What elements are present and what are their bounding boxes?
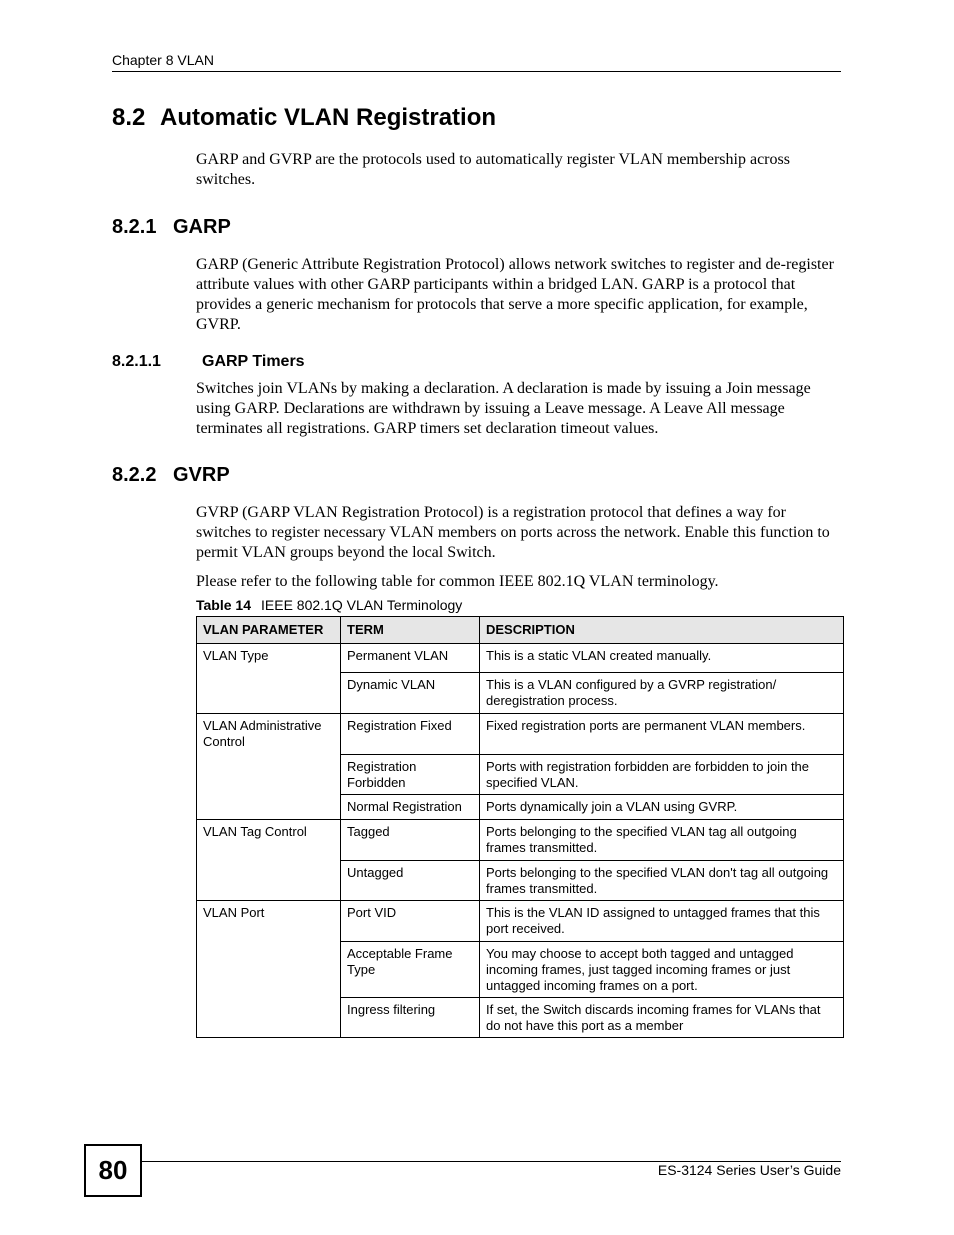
- parameter-cell: VLAN Administrative Control: [197, 714, 341, 820]
- term-cell: Dynamic VLAN: [341, 673, 480, 714]
- paragraph-8-2: GARP and GVRP are the protocols used to automatically register VLAN membership across switches.: [196, 151, 790, 188]
- table-row: [197, 820, 844, 861]
- term-cell: Normal Registration: [341, 795, 480, 820]
- parameter-cell: VLAN Port: [197, 901, 341, 1038]
- term-cell: Tagged: [341, 820, 480, 861]
- section-heading-8-2-1: [112, 216, 231, 239]
- table-caption-text: IEEE 802.1Q VLAN Terminology: [261, 597, 463, 613]
- term-cell: Registration Forbidden: [341, 755, 480, 795]
- section-number: 8.2.1: [112, 216, 157, 238]
- table-caption: [196, 597, 462, 613]
- section-title: GARP Timers: [202, 353, 305, 370]
- description-cell: This is the VLAN ID assigned to untagged frames that this port received.: [480, 901, 844, 942]
- description-cell: If set, the Switch discards incoming frames for VLANs that do not have this port as a member: [480, 998, 844, 1038]
- table-row: [197, 644, 844, 673]
- section-number: 8.2.1.1: [112, 353, 161, 370]
- term-cell: Ingress filtering: [341, 998, 480, 1038]
- description-cell: You may choose to accept both tagged and untagged incoming frames, just tagged incoming frames or just untagged incoming frames on a port.: [480, 942, 844, 998]
- term-cell: Port VID: [341, 901, 480, 942]
- header-term: TERM: [341, 617, 480, 644]
- paragraph-8-2-1: GARP (Generic Attribute Registration Protocol) allows network switches to register and de-register attribute values with other GARP participants within a bridged LAN. GARP is a protocol that provides a generic mechanism for protocols that serve a more specific application, for example, GVRP.: [196, 256, 834, 333]
- header-description: DESCRIPTION: [480, 617, 844, 644]
- vlan-terminology-table: [196, 616, 844, 1038]
- section-number: 8.2: [112, 104, 146, 131]
- parameter-cell: VLAN Type: [197, 644, 341, 714]
- description-cell: This is a VLAN configured by a GVRP registration/ deregistration process.: [480, 673, 844, 714]
- paragraph-8-2-1-1: Switches join VLANs by making a declaration. A declaration is made by issuing a Join message using GARP. Declarations are withdrawn by issuing a Leave message. A Leave All message terminates all registrations. GARP timers set declaration timeout values.: [196, 380, 811, 437]
- section-title: Automatic VLAN Registration: [160, 104, 497, 131]
- header-rule: [112, 71, 841, 72]
- section-title: GVRP: [173, 464, 230, 486]
- header-vlan-parameter: VLAN PARAMETER: [197, 617, 341, 644]
- section-title: GARP: [173, 216, 231, 238]
- description-cell: Ports belonging to the specified VLAN don't tag all outgoing frames transmitted.: [480, 861, 844, 901]
- term-cell: Untagged: [341, 861, 480, 901]
- table-row: [197, 714, 844, 755]
- term-cell: Acceptable Frame Type: [341, 942, 480, 998]
- term-cell: Registration Fixed: [341, 714, 480, 755]
- table-row: [197, 901, 844, 942]
- running-head: Chapter 8 VLAN: [112, 52, 214, 68]
- section-heading-8-2: [112, 104, 496, 132]
- description-cell: Ports dynamically join a VLAN using GVRP.: [480, 795, 844, 820]
- guide-title: ES-3124 Series User’s Guide: [657, 1162, 841, 1178]
- paragraph-8-2-2-a: GVRP (GARP VLAN Registration Protocol) is a registration protocol that defines a way for switches to register necessary VLAN members on ports across the network. Enable this function to permit VLAN groups beyond the local Switch.: [196, 504, 830, 561]
- parameter-cell: VLAN Tag Control: [197, 820, 341, 901]
- section-heading-8-2-2: [112, 464, 230, 487]
- description-cell: Fixed registration ports are permanent VLAN members.: [480, 714, 844, 755]
- description-cell: This is a static VLAN created manually.: [480, 644, 844, 673]
- term-cell: Permanent VLAN: [341, 644, 480, 673]
- table-caption-label: Table 14: [196, 597, 251, 613]
- table-header-row: [197, 617, 844, 644]
- section-number: 8.2.2: [112, 464, 157, 486]
- section-heading-8-2-1-1: [112, 353, 305, 371]
- paragraph-8-2-2-b: Please refer to the following table for common IEEE 802.1Q VLAN terminology.: [196, 573, 719, 590]
- description-cell: Ports belonging to the specified VLAN tag all outgoing frames transmitted.: [480, 820, 844, 861]
- page-number: 80: [84, 1144, 142, 1197]
- description-cell: Ports with registration forbidden are forbidden to join the specified VLAN.: [480, 755, 844, 795]
